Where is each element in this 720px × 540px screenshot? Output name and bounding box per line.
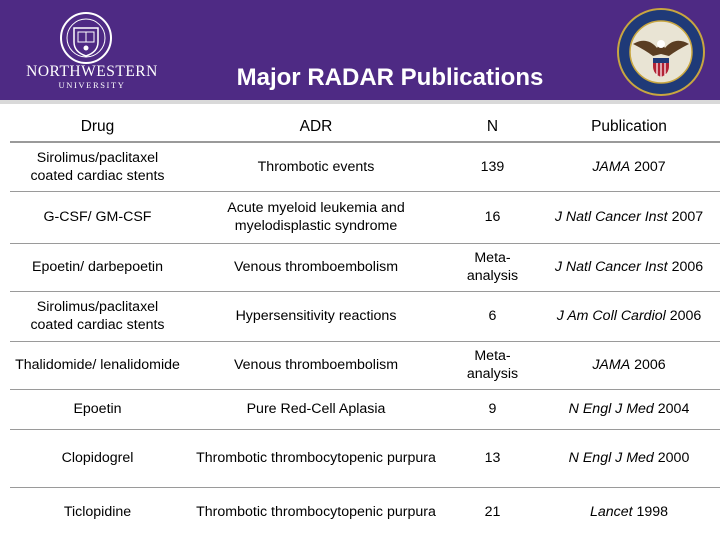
slide-title: Major RADAR Publications	[236, 64, 544, 91]
va-seal-icon	[617, 8, 705, 96]
cell-publication	[538, 341, 720, 389]
cell-publication	[538, 191, 720, 243]
publications-table	[10, 113, 720, 537]
header-band	[0, 0, 720, 100]
cell-journal: J Natl Cancer Inst	[554, 259, 668, 275]
cell-publication	[538, 243, 720, 291]
table-row	[10, 142, 720, 191]
cell-journal: JAMA	[592, 357, 631, 373]
cell-publication	[538, 429, 720, 487]
cell-year: 2006	[634, 357, 666, 373]
cell-drug: G-CSF/ GM-CSF	[43, 209, 152, 225]
cell-year: 2006	[669, 308, 702, 324]
cell-n: Meta-analysis	[466, 250, 519, 284]
cell-year: 1998	[636, 504, 669, 521]
cell-adr: Pure Red-Cell Aplasia	[246, 401, 386, 417]
cell-n: 9	[488, 401, 497, 417]
university-sub: UNIVERSITY	[58, 80, 126, 90]
table-row	[10, 243, 720, 291]
header-divider	[0, 100, 720, 104]
cell-adr: Venous thromboembolism	[233, 259, 399, 275]
table-row	[10, 341, 720, 389]
cell-n: 16	[484, 209, 501, 225]
column-header-n: N	[447, 113, 538, 142]
table-row	[10, 429, 720, 487]
cell-year: 2007	[671, 209, 704, 225]
cell-drug: Epoetin	[73, 401, 122, 417]
cell-n: 21	[484, 504, 501, 521]
table-row	[10, 291, 720, 341]
cell-year: 2004	[657, 401, 690, 417]
table-row	[10, 191, 720, 243]
cell-adr: Hypersensitivity reactions	[235, 308, 397, 324]
northwestern-wordmark	[12, 64, 172, 91]
cell-publication	[538, 142, 720, 191]
cell-n: 6	[488, 308, 497, 324]
column-header-drug: Drug	[10, 113, 185, 142]
cell-year: 2007	[634, 158, 666, 175]
cell-drug: Sirolimus/paclitaxel coated cardiac stents	[30, 149, 165, 184]
cell-n: 13	[484, 450, 501, 466]
cell-drug: Thalidomide/ lenalidomide	[15, 357, 180, 373]
cell-adr: Acute myeloid leukemia and myelodisplastic syndrome	[227, 200, 405, 234]
cell-journal: Lancet	[589, 504, 633, 521]
cell-publication	[538, 389, 720, 429]
table-header-row	[10, 113, 720, 142]
column-header-publication: Publication	[538, 113, 720, 142]
cell-drug: Clopidogrel	[61, 450, 134, 466]
cell-publication	[538, 487, 720, 537]
cell-drug: Ticlopidine	[63, 504, 132, 521]
cell-adr: Thrombotic thrombocytopenic purpura	[196, 450, 436, 466]
cell-n: Meta-analysis	[466, 348, 519, 382]
cell-year: 2006	[671, 259, 704, 275]
cell-adr: Venous thromboembolism	[233, 357, 399, 373]
table-row	[10, 487, 720, 537]
northwestern-seal-icon	[60, 12, 112, 64]
cell-journal: N Engl J Med	[568, 401, 654, 417]
cell-adr: Thrombotic events	[257, 158, 375, 175]
cell-journal: J Am Coll Cardiol	[556, 308, 666, 324]
cell-journal: N Engl J Med	[568, 450, 654, 466]
university-name: NORTHWESTERN	[26, 63, 158, 80]
cell-journal: J Natl Cancer Inst	[554, 209, 668, 225]
cell-n: 139	[480, 158, 505, 175]
cell-publication	[538, 291, 720, 341]
cell-adr: Thrombotic thrombocytopenic purpura	[196, 504, 436, 521]
cell-journal: JAMA	[592, 158, 631, 175]
cell-drug: Sirolimus/paclitaxel coated cardiac stents	[30, 299, 165, 333]
cell-year: 2000	[657, 450, 690, 466]
column-header-adr: ADR	[185, 113, 447, 142]
table-row	[10, 389, 720, 429]
cell-drug: Epoetin/ darbepoetin	[32, 259, 163, 275]
